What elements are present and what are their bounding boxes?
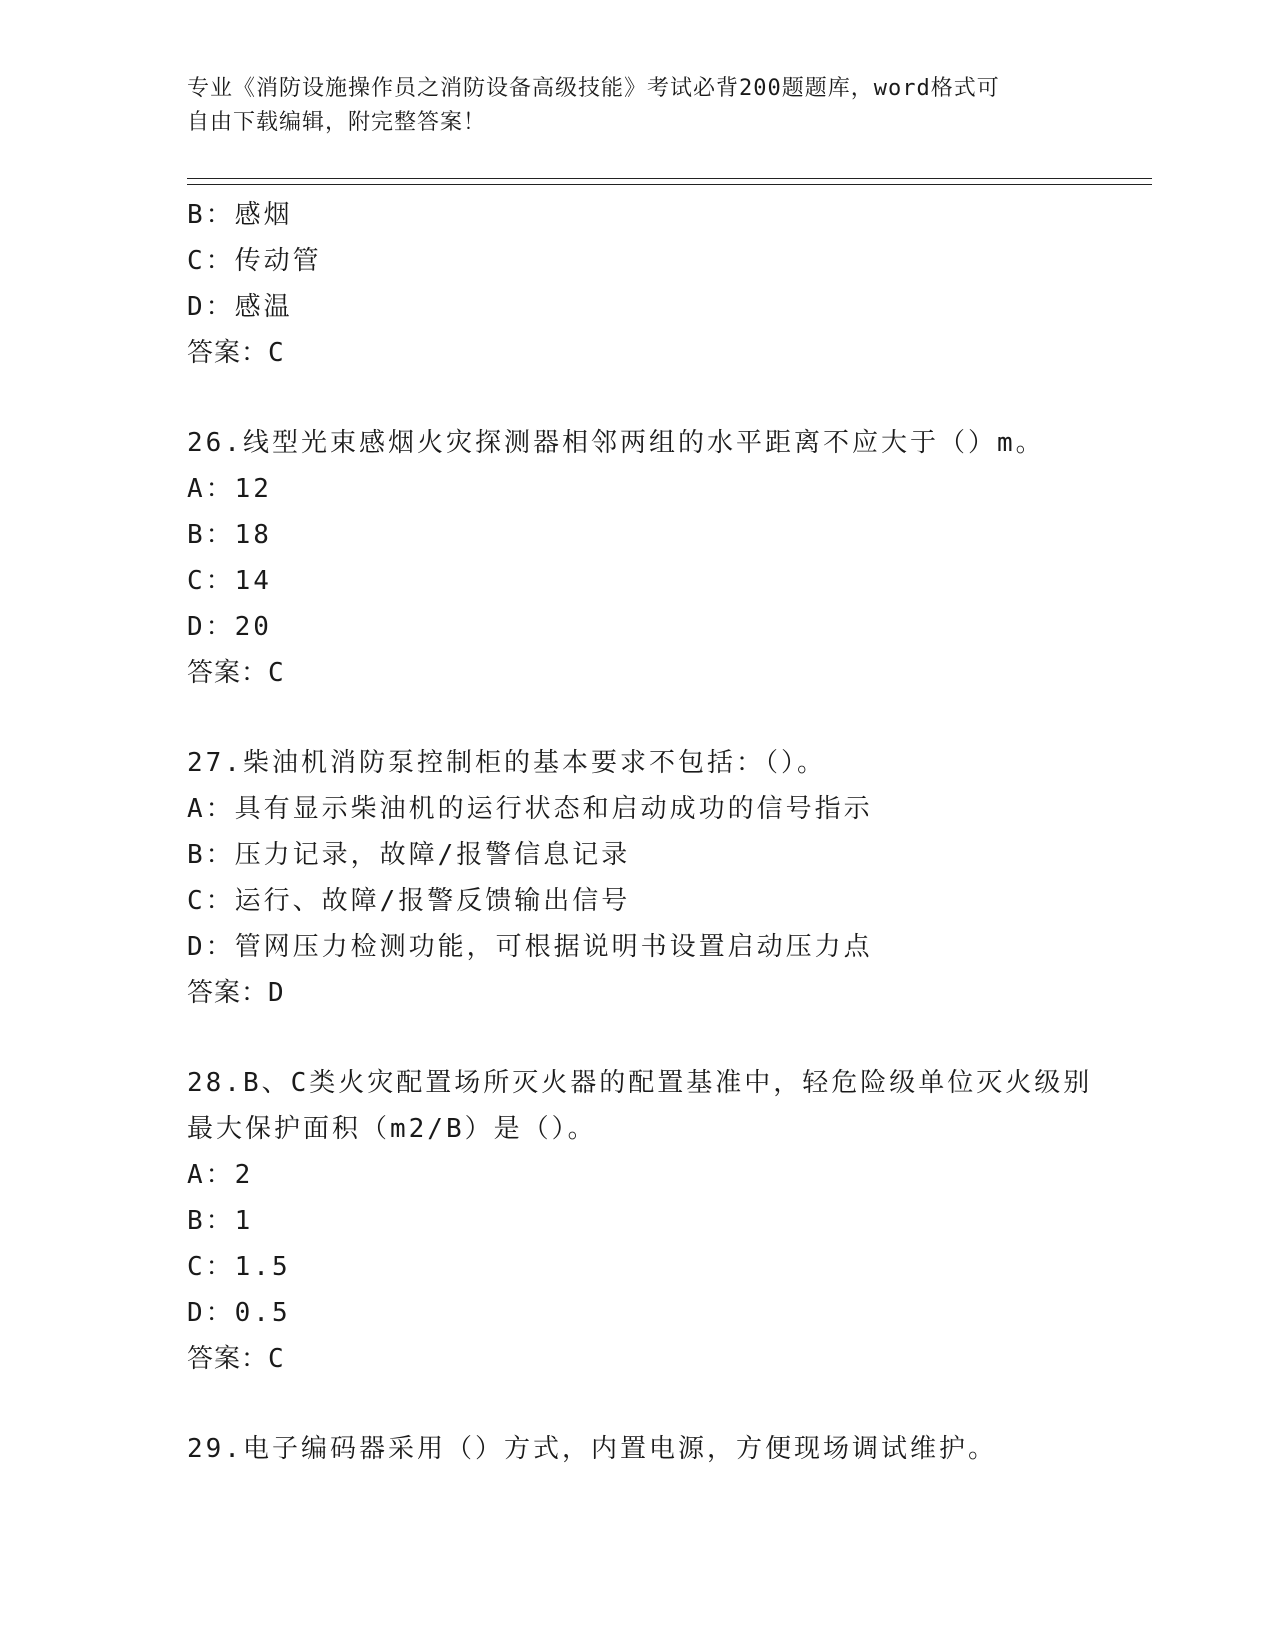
question-text: 26.线型光束感烟火灾探测器相邻两组的水平距离不应大于（）m。 [187,428,1045,458]
question-text: 29.电子编码器采用（）方式，内置电源，方便现场调试维护。 [187,1434,997,1464]
answer: 答案：C [187,658,285,688]
header-line-2: 自由下载编辑，附完整答案！ [187,110,487,135]
question-text: 27.柴油机消防泵控制柜的基本要求不包括：（）。 [187,748,826,778]
option-a: A：具有显示柴油机的运行状态和启动成功的信号指示 [187,794,873,824]
header-divider-top [187,178,1152,179]
option-d: D：感温 [187,292,293,322]
option-a: A：2 [187,1160,254,1190]
answer: 答案：C [187,338,285,368]
answer: 答案：C [187,1344,285,1374]
document-header [187,72,1087,140]
option-c: C：14 [187,566,272,596]
option-b: B：感烟 [187,200,293,230]
option-b: B：1 [187,1206,254,1236]
option-d: D：20 [187,612,272,642]
option-d: D：管网压力检测功能，可根据说明书设置启动压力点 [187,932,873,962]
question-26 [187,420,1147,696]
question-29 [187,1426,1147,1472]
header-divider-bottom [187,184,1152,185]
question-27 [187,740,1147,1016]
header-line-1: 专业《消防设施操作员之消防设备高级技能》考试必背200题题库，word格式可 [187,76,1000,101]
question-text-line-1: 28.B、C类火灾配置场所灭火器的配置基准中，轻危险级单位灭火级别 [187,1068,1093,1098]
option-c: C：运行、故障/报警反馈输出信号 [187,886,631,916]
option-a: A：12 [187,474,272,504]
answer: 答案：D [187,978,285,1008]
question-list [187,192,1147,1472]
option-b: B：压力记录，故障/报警信息记录 [187,840,631,870]
question-28 [187,1060,1147,1382]
option-d: D：0.5 [187,1298,291,1328]
option-c: C：传动管 [187,246,322,276]
option-c: C：1.5 [187,1252,291,1282]
question-25-tail [187,192,1147,376]
question-text-line-2: 最大保护面积（m2/B）是（）。 [187,1114,597,1144]
option-b: B：18 [187,520,272,550]
